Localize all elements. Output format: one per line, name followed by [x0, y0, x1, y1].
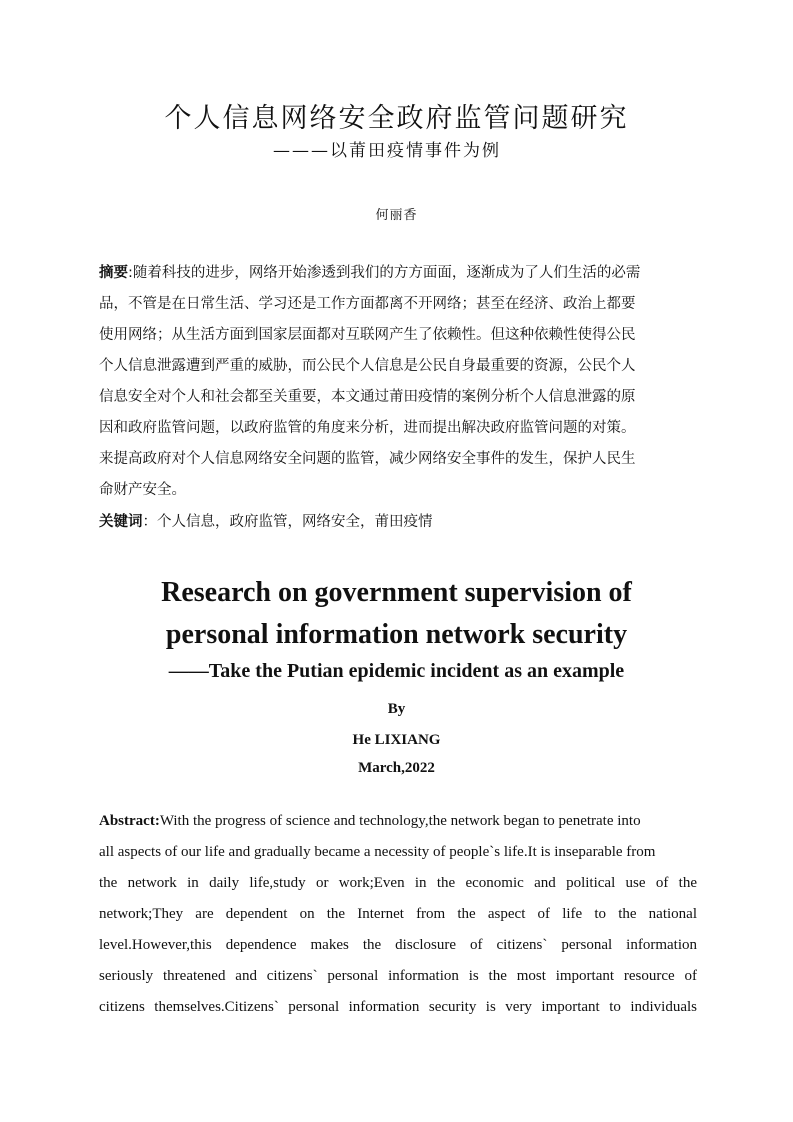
chinese-abstract-line: 摘要:随着科技的进步，网络开始渗透到我们的方方面面，逐渐成为了人们生活的必需 — [99, 265, 641, 281]
english-abstract-line: level.However,this dependence makes the disclosure of citizens` personal information — [99, 937, 697, 953]
english-abstract-line: seriously threatened and citizens` personal information is the most important resource of — [99, 968, 697, 984]
chinese-abstract — [99, 258, 697, 506]
english-title — [0, 572, 793, 656]
chinese-abstract-line: 信息安全对个人和社会都至关重要，本文通过莆田疫情的案例分析个人信息泄露的原 — [99, 389, 636, 405]
english-abstract-label: Abstract: — [99, 813, 160, 829]
chinese-subtitle: ———以莆田疫情事件为例 — [273, 141, 501, 161]
english-author: He LIXIANG — [352, 732, 441, 748]
english-title-line: personal information network security — [165, 619, 628, 650]
chinese-keywords — [99, 508, 697, 536]
chinese-keywords-label: 关键词 — [99, 514, 143, 530]
english-abstract-line: the network in daily life,study or work;Even in the economic and political use of the — [99, 875, 697, 891]
english-title-line: Research on government supervision of — [161, 577, 632, 608]
chinese-keywords-text: ：个人信息，政府监管，网络安全，莆田疫情 — [142, 514, 433, 530]
english-date: March,2022 — [358, 760, 435, 776]
chinese-abstract-line: 命财产安全。 — [99, 482, 186, 498]
chinese-abstract-label: 摘要 — [99, 265, 128, 281]
chinese-abstract-line: 使用网络；从生活方面到国家层面都对互联网产生了依赖性。但这种依赖性使得公民 — [99, 327, 636, 343]
chinese-abstract-line: 来提高政府对个人信息网络安全问题的监管，减少网络安全事件的发生，保护人民生 — [99, 451, 636, 467]
chinese-title: 个人信息网络安全政府监管问题研究 — [164, 103, 629, 134]
english-abstract-line: citizens themselves.Citizens` personal information security is very important to individuals — [99, 999, 697, 1015]
english-abstract-line: all aspects of our life and gradually became a necessity of people`s life.It is inseparable from — [99, 844, 656, 860]
english-abstract-line: Abstract:With the progress of science and technology,the network began to penetrate into — [99, 813, 641, 829]
chinese-author: 何丽香 — [375, 208, 418, 223]
english-by: By — [387, 701, 406, 717]
english-subtitle: ——Take the Putian epidemic incident as an example — [168, 660, 625, 682]
chinese-abstract-line: 个人信息泄露遭到严重的威胁，而公民个人信息是公民自身最重要的资源，公民个人 — [99, 358, 636, 374]
chinese-abstract-line: 因和政府监管问题，以政府监管的角度来分析，进而提出解决政府监管问题的对策。 — [99, 420, 636, 436]
english-abstract — [99, 806, 697, 1023]
english-abstract-line: network;They are dependent on the Internet from the aspect of life to the national — [99, 906, 697, 922]
chinese-abstract-line: 品，不管是在日常生活、学习还是工作方面都离不开网络；甚至在经济、政治上都要 — [99, 296, 636, 312]
